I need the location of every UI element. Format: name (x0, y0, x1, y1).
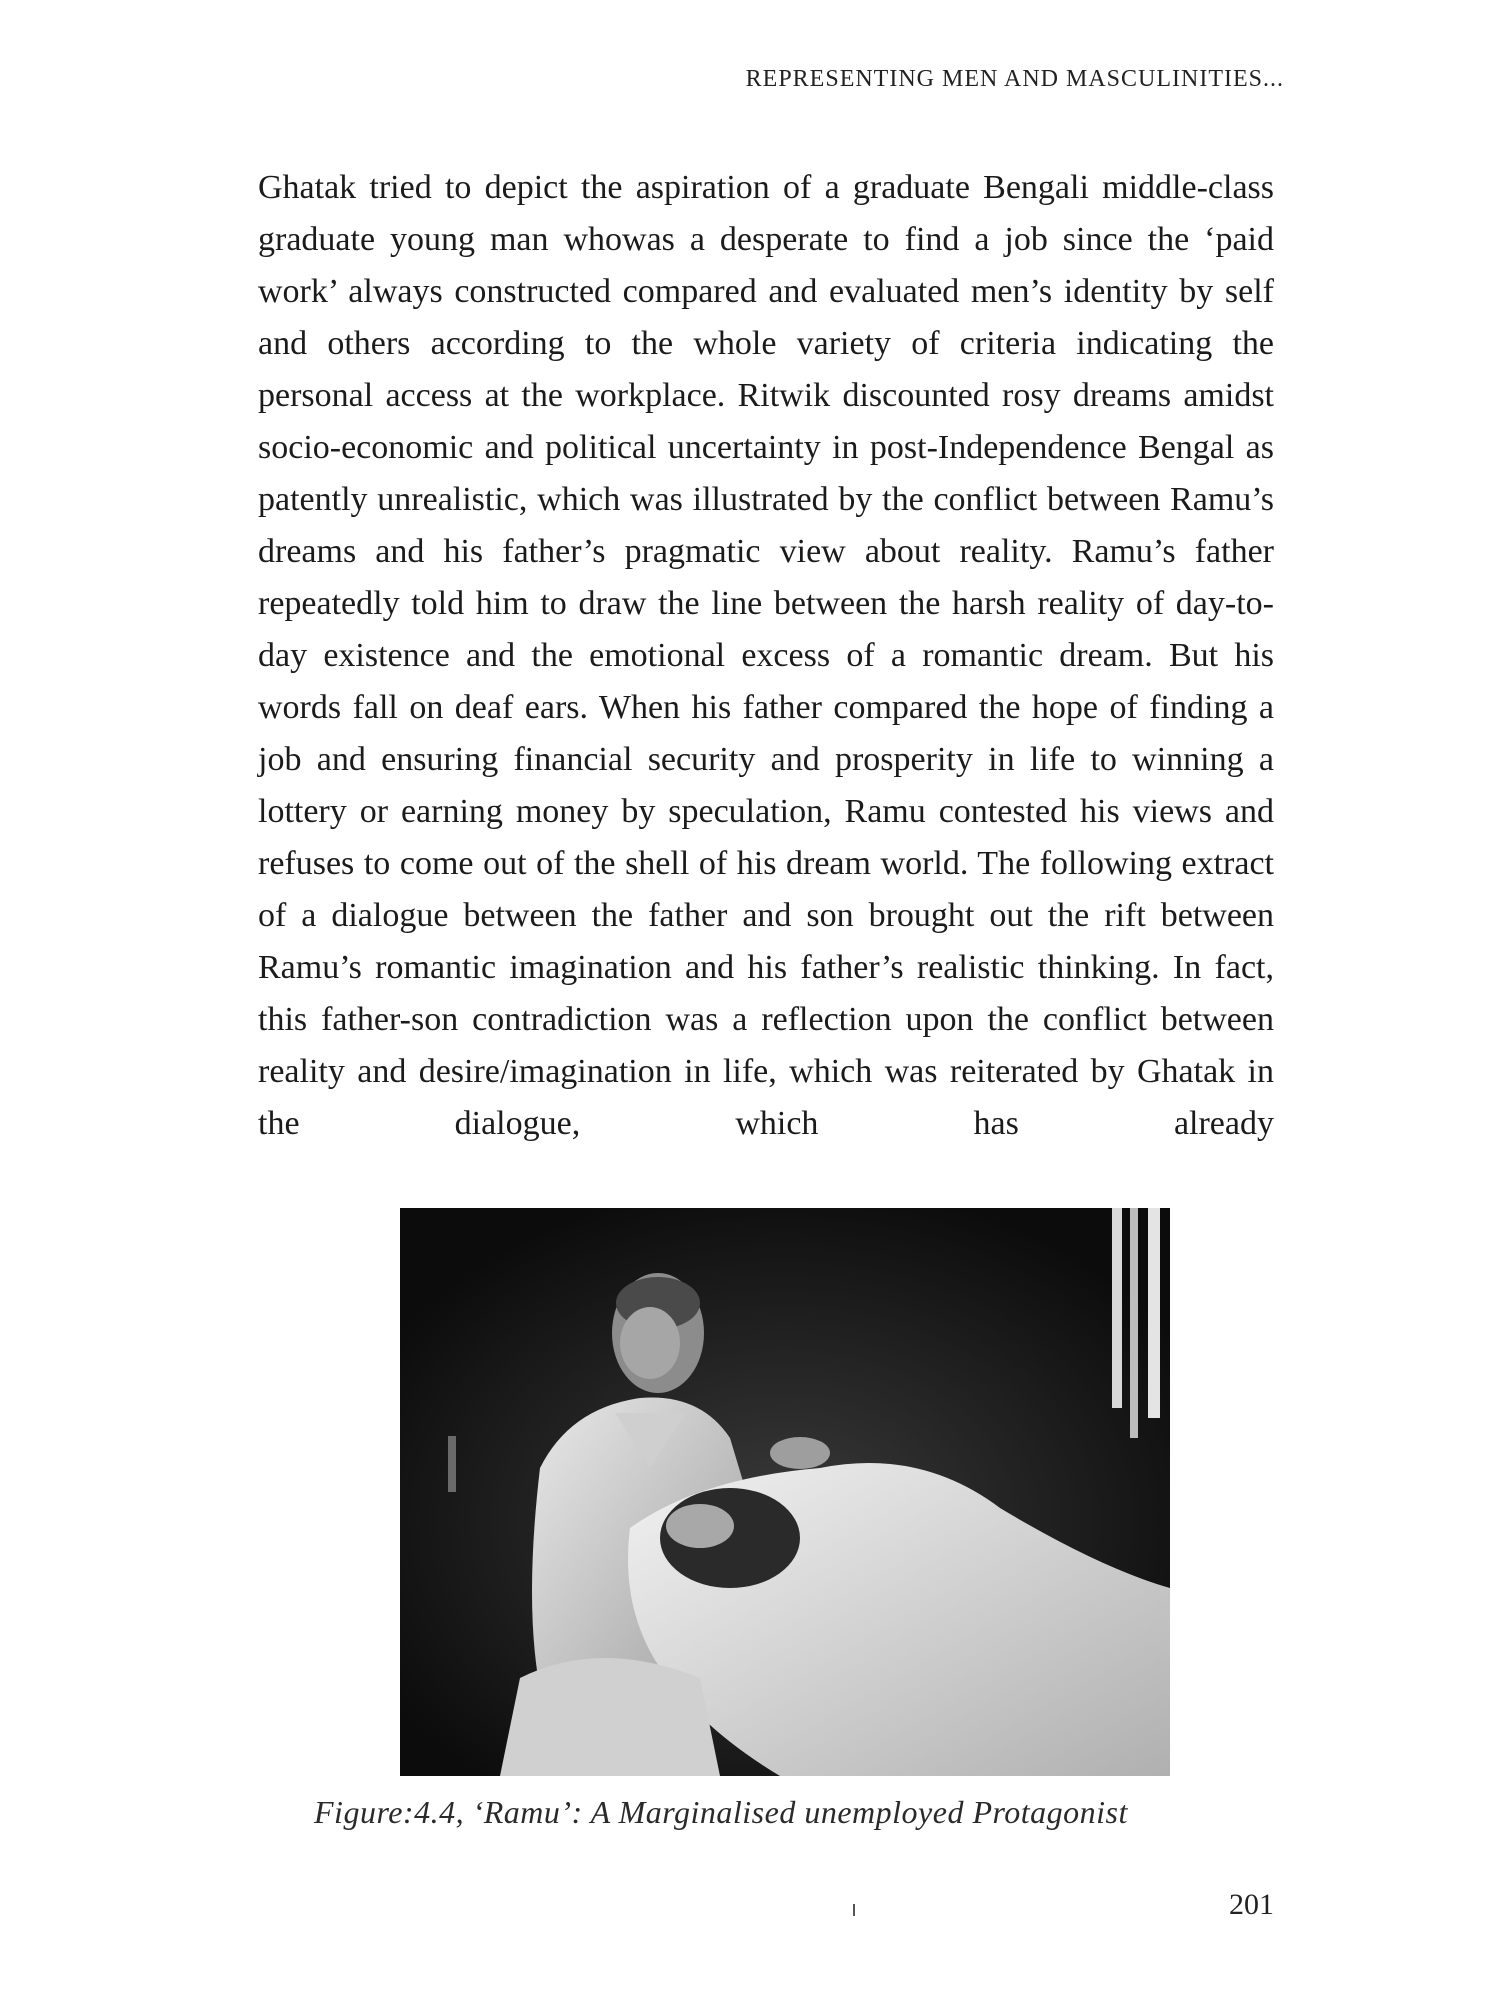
film-still-figure (400, 1208, 1170, 1776)
figure-caption: Figure:4.4, ‘Ramu’: A Marginalised unemployed Protagonist (314, 1794, 1128, 1830)
scan-mark (853, 1904, 855, 1916)
film-still-image (400, 1208, 1170, 1776)
body-paragraph: Ghatak tried to depict the aspiration of a graduate Bengali middle-class graduate young man whowas a desperate to find a job since the ‘paid work’ always constructed compared and evaluated men’s identity by self and others according to the whole variety of criteria indicating the personal access at the workplace. Ritwik discounted rosy dreams amidst socio-economic and political uncertainty in post-Independence Bengal as patently unrealistic, which was illustrated by the conflict between Ramu’s dreams and his father’s pragmatic view about reality. Ramu’s father repeatedly told him to draw the line between the harsh reality of day-to-day existence and the emotional excess of a romantic dream. But his words fall on deaf ears. When his father compared the hope of finding a job and ensuring financial security and prosperity in life to winning a lottery or earning money by speculation, Ramu contested his views and refuses to come out of the shell of his dream world. The following extract of a dialogue between the father and son brought out the rift between Ramu’s romantic imagination and his father’s realistic thinking. In fact, this father-son contradiction was a reflection upon the conflict between reality and desire/imagination in life, which was reiterated by Ghatak in the dialogue, which has already (258, 169, 1274, 1142)
running-head: REPRESENTING MEN AND MASCULINITIES... (745, 66, 1284, 92)
page-number: 201 (1229, 1888, 1274, 1921)
